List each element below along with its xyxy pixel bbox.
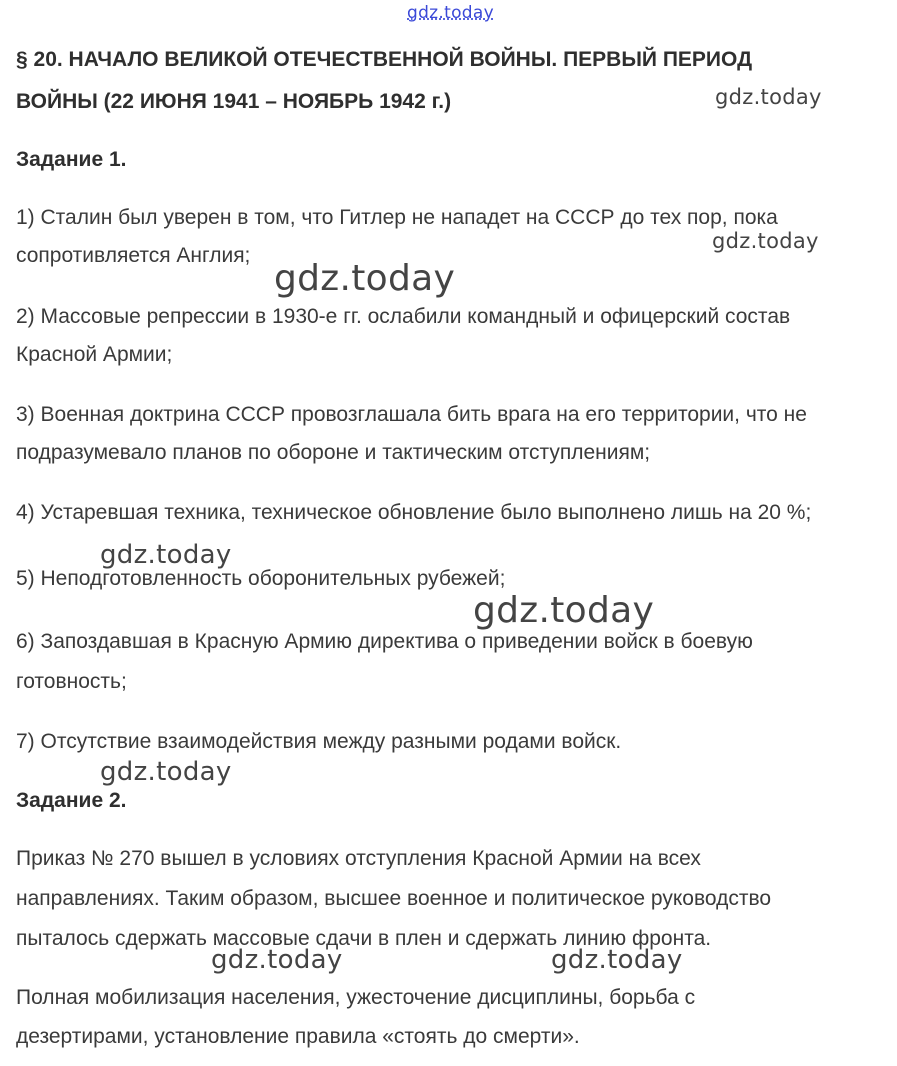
watermark: gdz.today [100, 757, 232, 787]
task-1-item-6-line-2: готовность; [16, 670, 127, 693]
task-2-paragraph-1-line-2: направлениях. Таким образом, высшее военное и политическое руководство [16, 887, 772, 910]
task-1-item-6-line-1: 6) Запоздавшая в Красную Армию директива о приведении войск в боевую [16, 630, 753, 653]
watermark: gdz.today [274, 258, 456, 299]
task-2-heading: Задание 2. [16, 789, 127, 812]
task-1-item-1-line-2: сопротивляется Англия; [16, 244, 251, 267]
watermark: gdz.today [100, 540, 232, 570]
task-1-item-4: 4) Устаревшая техника, техническое обновление было выполнено лишь на 20 %; [16, 501, 812, 524]
task-1-item-5: 5) Неподготовленность оборонительных рубежей; [16, 567, 506, 590]
task-2-paragraph-1-line-3: пыталось сдержать массовые сдачи в плен и сдержать линию фронта. [16, 927, 712, 950]
task-2-paragraph-2-line-1: Полная мобилизация населения, ужесточение дисциплины, борьба с [16, 986, 696, 1009]
watermark: gdz.today [712, 229, 819, 253]
task-2-paragraph-2-line-2: дезертирами, установление правила «стоять до смерти». [16, 1025, 580, 1048]
page-title-line-1: § 20. НАЧАЛО ВЕЛИКОЙ ОТЕЧЕСТВЕННОЙ ВОЙНЫ. ПЕРВЫЙ ПЕРИОД [16, 48, 753, 71]
task-1-item-7: 7) Отсутствие взаимодействия между разными родами войск. [16, 730, 622, 753]
task-1-item-3-line-1: 3) Военная доктрина СССР провозглашала бить врага на его территории, что не [16, 403, 807, 426]
page-title-line-2: ВОЙНЫ (22 ИЮНЯ 1941 – НОЯБРЬ 1942 г.) [16, 90, 452, 113]
header-watermark-link[interactable]: gdz.today [407, 3, 494, 23]
task-2-paragraph-1-line-1: Приказ № 270 вышел в условиях отступления Красной Армии на всех [16, 847, 701, 870]
task-1-item-2-line-1: 2) Массовые репрессии в 1930-е гг. ослабили командный и офицерский состав [16, 305, 791, 328]
watermark: gdz.today [211, 945, 343, 975]
task-1-heading: Задание 1. [16, 148, 127, 171]
watermark: gdz.today [551, 945, 683, 975]
watermark: gdz.today [715, 85, 822, 109]
task-1-item-2-line-2: Красной Армии; [16, 343, 173, 366]
watermark: gdz.today [473, 590, 655, 631]
task-1-item-3-line-2: подразумевало планов по обороне и тактическим отступлениям; [16, 441, 651, 464]
task-1-item-1-line-1: 1) Сталин был уверен в том, что Гитлер не нападет на СССР до тех пор, пока [16, 206, 778, 229]
